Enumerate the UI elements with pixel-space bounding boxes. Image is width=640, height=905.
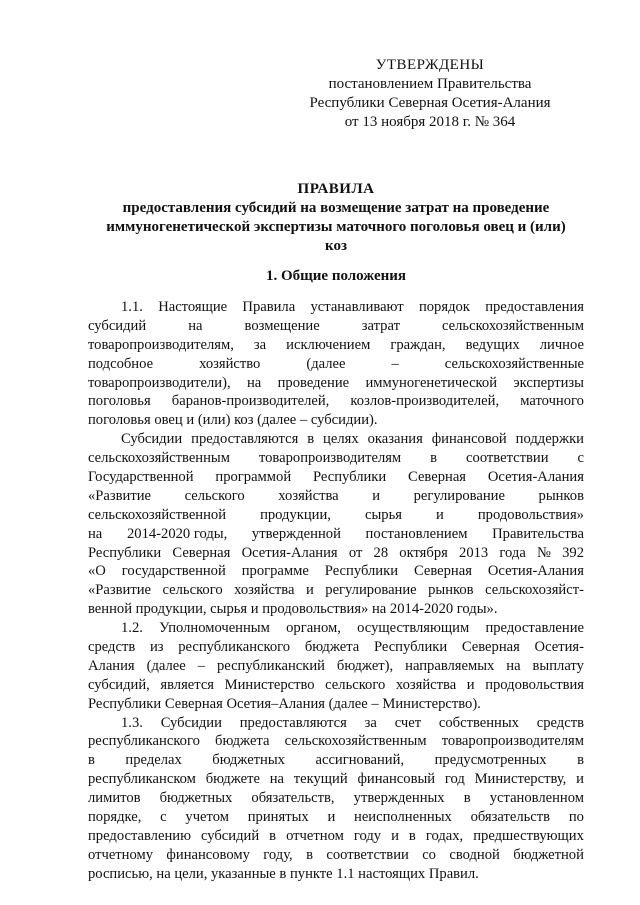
text-line xyxy=(88,714,584,733)
word: учетом xyxy=(185,809,229,826)
word: в xyxy=(463,790,471,807)
word: бюджетных xyxy=(159,790,233,807)
word: республиканский xyxy=(216,657,325,674)
word: Настоящие xyxy=(158,299,228,315)
word: счет xyxy=(394,714,422,731)
approval-line: от 13 ноября 2018 г. № 364 xyxy=(344,114,516,130)
word: 1.2. xyxy=(121,620,143,637)
word: Осетия- xyxy=(534,639,584,656)
text-line: венной продукции, сырья и продовольствия» на 2014-2020 годы». xyxy=(88,601,498,618)
word: неисполненных xyxy=(354,809,452,826)
word: году xyxy=(353,827,382,844)
word: проведение xyxy=(277,374,350,391)
word: баранов-производителей, xyxy=(171,393,330,410)
text-line xyxy=(88,846,584,865)
word: предоставляются xyxy=(239,714,347,731)
approval-heading: УТВЕРЖДЕНЫ xyxy=(375,57,485,73)
word: граждан, xyxy=(390,336,446,353)
word: товаропроизводители), xyxy=(88,374,231,391)
text-line xyxy=(88,789,584,808)
word: и xyxy=(305,582,314,599)
word: Правительства xyxy=(492,525,584,542)
word: субсидий xyxy=(88,317,147,334)
word: Северная xyxy=(172,544,231,561)
word: программе xyxy=(241,563,309,580)
word: товаропроизводителям xyxy=(441,733,584,750)
word: программой xyxy=(215,469,292,486)
word: сырья xyxy=(365,506,402,523)
word: Министерству, xyxy=(474,771,567,788)
word: Северная xyxy=(408,469,467,486)
text-line xyxy=(88,298,584,317)
word: пределах xyxy=(125,752,182,769)
word: маточного xyxy=(520,393,584,410)
word: года xyxy=(499,544,526,561)
word: году, xyxy=(263,846,293,863)
approval-line: Республики Северная Осетия-Алания xyxy=(309,95,551,111)
word: ведущих xyxy=(465,336,520,353)
text-line xyxy=(88,770,584,789)
word: личное xyxy=(539,336,584,353)
word: на xyxy=(506,657,521,674)
text-line xyxy=(88,732,584,751)
word: финансовому xyxy=(166,846,250,863)
section-heading: 1. Общие положения xyxy=(265,268,407,284)
text-line: поголовья овец и (или) коз (далее – субсидии). xyxy=(88,412,378,429)
word: утвержденных xyxy=(353,790,445,807)
word: собственных xyxy=(438,714,519,731)
text-line xyxy=(88,374,584,393)
word: Министерство xyxy=(224,676,315,693)
word: оказания xyxy=(367,431,423,448)
word: лимитов xyxy=(88,790,141,807)
word: и xyxy=(327,809,336,826)
word: бюджетных xyxy=(212,752,285,769)
word: Республики xyxy=(312,469,387,486)
title-line: предоставления субсидий на возмещение затрат на проведение xyxy=(122,200,550,216)
word: – xyxy=(197,657,205,674)
word: продовольствия» xyxy=(477,506,584,523)
word: хозяйства xyxy=(234,582,295,599)
text-line xyxy=(88,619,584,638)
word: предоставлению xyxy=(88,827,191,844)
word: рынков xyxy=(428,582,474,599)
text-line: росписью, на цели, указанные в пункте 1.1 настоящих Правил. xyxy=(88,865,479,882)
word: по xyxy=(568,809,584,826)
word: поддержки xyxy=(515,431,584,448)
word: принятых xyxy=(247,809,309,826)
word: бюджете xyxy=(205,771,260,788)
word: Северная xyxy=(461,639,520,656)
approval-stamp xyxy=(300,56,560,132)
text-line xyxy=(88,506,584,525)
word: товаропроизводителям xyxy=(258,450,402,467)
text-line xyxy=(88,449,584,468)
title-line: иммуногенетической экспертизы маточного поголовья овец и (или) xyxy=(106,219,566,235)
text-line xyxy=(88,336,584,355)
text-line xyxy=(88,355,584,374)
word: государственной xyxy=(121,563,226,580)
word: № xyxy=(536,544,551,561)
word: установленном xyxy=(489,790,584,807)
word: Республики xyxy=(373,639,448,656)
text-line xyxy=(88,751,584,770)
word: в xyxy=(307,431,315,448)
word: соответствии xyxy=(326,846,409,863)
text-line xyxy=(88,808,584,827)
approval-line: постановлением Правительства xyxy=(328,76,532,92)
word: от xyxy=(348,544,363,561)
word: сводной xyxy=(449,846,500,863)
word: за xyxy=(364,714,377,731)
text-line xyxy=(88,638,584,657)
word: республиканского xyxy=(88,733,200,750)
word: Субсидии xyxy=(160,714,222,731)
word: Правила xyxy=(242,299,296,315)
word: 2013 xyxy=(459,544,489,561)
word: «Развитие xyxy=(88,487,152,504)
word: и xyxy=(372,487,381,504)
word: сельскохозяйственные xyxy=(444,355,584,372)
word: в xyxy=(577,752,584,769)
word: хозяйства xyxy=(395,676,457,693)
word: является xyxy=(160,676,215,693)
word: регулирование xyxy=(325,582,417,599)
word: предоставляются xyxy=(191,431,299,448)
word: 28 xyxy=(373,544,389,561)
word: сельскохозяйственным xyxy=(88,450,230,467)
word: из xyxy=(149,639,164,656)
word: экспертизы xyxy=(513,374,584,391)
word: порядок xyxy=(418,299,470,315)
word: финансовой xyxy=(431,431,507,448)
word: 392 xyxy=(562,544,584,561)
word: на xyxy=(246,374,262,391)
word: Осетия-Алания xyxy=(241,544,338,561)
word: в xyxy=(88,752,95,769)
word: соответствии xyxy=(466,450,549,467)
word: продовольствия xyxy=(485,676,584,693)
word: Государственной xyxy=(88,469,194,486)
text-line xyxy=(88,676,584,695)
word: Осетия-Алания xyxy=(487,469,584,486)
word: направляемых xyxy=(405,657,495,674)
word: возмещение xyxy=(244,317,320,334)
word: и xyxy=(576,771,584,788)
word: Уполномоченным xyxy=(159,620,270,637)
word: текущий xyxy=(293,771,348,788)
word: в xyxy=(269,827,277,844)
word: затрат xyxy=(361,317,400,334)
word: сельскохозяйст- xyxy=(485,582,584,599)
word: годах, xyxy=(425,827,464,844)
word: сельскохозяйственным xyxy=(284,733,427,750)
word: устанавливают xyxy=(310,299,404,315)
word: средств xyxy=(88,639,136,656)
word: республиканском xyxy=(88,771,196,788)
word: предоставления xyxy=(485,299,584,315)
word: регулирование xyxy=(413,487,505,504)
word: с xyxy=(160,809,167,826)
word: финансовый xyxy=(357,771,436,788)
word: в xyxy=(430,450,438,467)
text-line xyxy=(88,317,584,336)
word: бюджета xyxy=(215,733,270,750)
word: со xyxy=(422,846,436,863)
text-line xyxy=(88,581,584,600)
word: – xyxy=(391,355,399,372)
document-title xyxy=(88,180,584,256)
text-line xyxy=(88,468,584,487)
word: сельского xyxy=(162,582,223,599)
word: в xyxy=(306,846,313,863)
word: 1.1. xyxy=(121,299,143,315)
word: Республики xyxy=(324,563,399,580)
word: хозяйства xyxy=(278,487,339,504)
word: ассигнований, xyxy=(315,752,405,769)
word: товаропроизводителям, xyxy=(88,336,234,353)
word: выплату xyxy=(532,657,584,674)
word: Осетия-Алания xyxy=(487,563,584,580)
word: хозяйство xyxy=(199,355,261,372)
word: осуществляющим xyxy=(357,620,470,637)
word: сельскохозяйственной xyxy=(88,506,227,523)
word: 2014-2020 годы, xyxy=(126,525,228,542)
text-line xyxy=(88,487,584,506)
word: на xyxy=(188,317,203,334)
word: утвержденной xyxy=(251,525,341,542)
title-line: коз xyxy=(325,238,347,254)
word: козлов-производителей, xyxy=(350,393,500,410)
word: за xyxy=(253,336,267,353)
text-line xyxy=(88,430,584,449)
word: обязательств, xyxy=(251,790,335,807)
word: на xyxy=(88,525,103,542)
word: в xyxy=(408,827,416,844)
word: «О xyxy=(88,563,106,580)
word: (далее xyxy=(146,657,186,674)
word: республиканского xyxy=(178,639,291,656)
word: субсидий, xyxy=(88,676,150,693)
word: предусмотренных xyxy=(434,752,547,769)
word: исключением xyxy=(286,336,371,353)
word: 1.3. xyxy=(121,714,143,731)
word: Алания xyxy=(88,657,135,674)
text-line xyxy=(88,544,584,563)
word: сельского xyxy=(184,487,245,504)
word: и xyxy=(436,506,444,523)
word: Северная xyxy=(413,563,472,580)
word: предшествующих xyxy=(473,827,584,844)
word: на xyxy=(269,771,284,788)
text-line xyxy=(88,525,584,544)
text-line xyxy=(88,657,584,676)
word: год xyxy=(444,771,465,788)
word: целях xyxy=(323,431,359,448)
word: бюджет), xyxy=(336,657,394,674)
word: отчетном xyxy=(286,827,344,844)
word: иммуногенетической xyxy=(365,374,498,391)
word: обязательств xyxy=(470,809,551,826)
title-heading: ПРАВИЛА xyxy=(297,181,375,197)
text-line: Республики Северная Осетия–Алания (далее – Министерство). xyxy=(88,695,481,712)
word: предоставление xyxy=(485,620,584,637)
word: бюджета xyxy=(304,639,360,656)
text-line xyxy=(88,827,584,846)
word: и xyxy=(466,676,475,693)
word: (далее xyxy=(306,355,346,372)
word: постановлением xyxy=(365,525,468,542)
word: октября xyxy=(399,544,448,561)
word: Республики xyxy=(88,544,162,561)
word: сельского xyxy=(325,676,386,693)
word: «Развитие xyxy=(88,582,152,599)
word: органом, xyxy=(286,620,341,637)
text-line xyxy=(88,562,584,581)
word: субсидий xyxy=(200,827,260,844)
word: подсобное xyxy=(88,355,154,372)
text-line xyxy=(88,392,584,411)
word: продукции, xyxy=(260,506,331,523)
word: Субсидии xyxy=(121,431,183,448)
document-body xyxy=(88,298,584,884)
word: поголовья xyxy=(88,393,151,410)
word: отчетному xyxy=(88,846,154,863)
word: средств xyxy=(536,714,584,731)
word: и xyxy=(391,827,399,844)
word: порядке, xyxy=(88,809,142,826)
word: бюджетной xyxy=(513,846,584,863)
word: рынков xyxy=(538,487,584,504)
word: с xyxy=(577,450,584,467)
word: сельскохозяйственным xyxy=(442,317,584,334)
